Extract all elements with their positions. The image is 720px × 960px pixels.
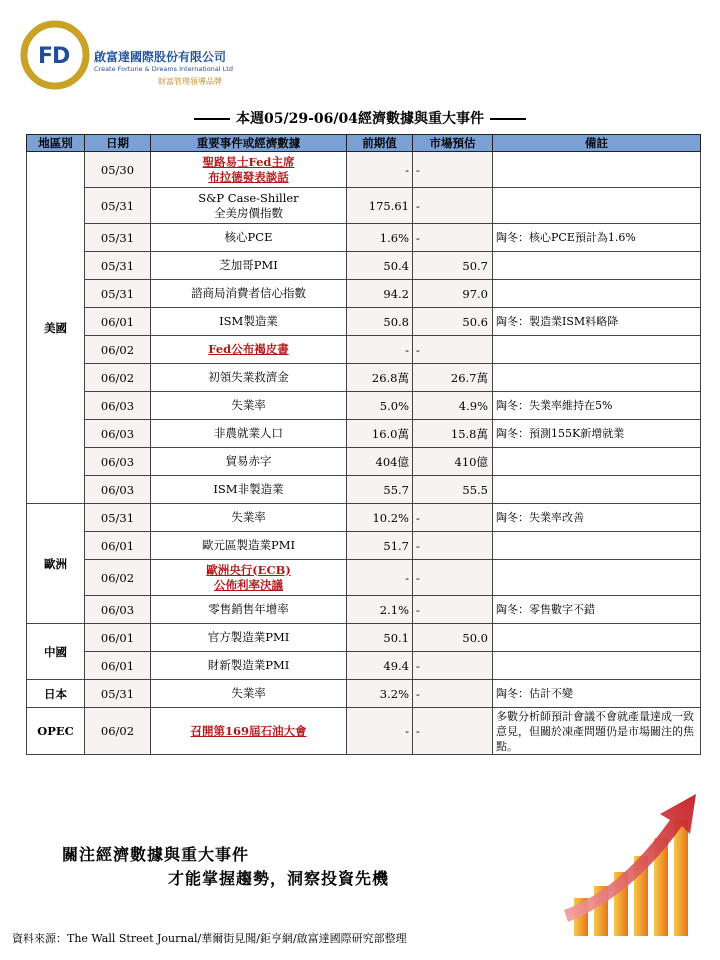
- event-cell: 失業率: [151, 392, 347, 420]
- previous-value-cell: 50.8: [347, 308, 413, 336]
- note-cell: 多數分析師預計會議不會就產量達成一致意見，但關於凍產問題仍是市場關注的焦點。: [493, 708, 701, 755]
- title-rule-left: [194, 118, 230, 120]
- previous-value-cell: -: [347, 708, 413, 755]
- forecast-cell: -: [413, 560, 493, 596]
- table-row: [27, 224, 701, 252]
- note-cell: [493, 560, 701, 596]
- previous-value-cell: 2.1%: [347, 596, 413, 624]
- header-previous: 前期值: [347, 135, 413, 152]
- forecast-cell: -: [413, 680, 493, 708]
- table-row: [27, 532, 701, 560]
- table-row: [27, 420, 701, 448]
- date-cell: 06/01: [85, 624, 151, 652]
- rising-bar-chart-illustration: [560, 790, 710, 940]
- event-cell: 官方製造業PMI: [151, 624, 347, 652]
- event-cell: 財新製造業PMI: [151, 652, 347, 680]
- header-forecast: 市場預估: [413, 135, 493, 152]
- forecast-cell: -: [413, 336, 493, 364]
- table-row: [27, 152, 701, 188]
- key-event-cell: 聖路易士Fed主席 布拉德發表談話: [151, 152, 347, 188]
- event-cell: 初領失業救濟金: [151, 364, 347, 392]
- note-cell: 陶冬：核心PCE預計為1.6%: [493, 224, 701, 252]
- previous-value-cell: 50.1: [347, 624, 413, 652]
- previous-value-cell: 49.4: [347, 652, 413, 680]
- region-cell: 美國: [27, 152, 85, 504]
- previous-value-cell: 175.61: [347, 188, 413, 224]
- page-title: [0, 108, 720, 128]
- previous-value-cell: 3.2%: [347, 680, 413, 708]
- table-row: [27, 596, 701, 624]
- footer-slogan-line2: 才能掌握趨勢，洞察投資先機: [168, 869, 390, 888]
- previous-value-cell: 26.8萬: [347, 364, 413, 392]
- table-row: [27, 252, 701, 280]
- event-cell: 失業率: [151, 504, 347, 532]
- forecast-cell: 97.0: [413, 280, 493, 308]
- event-cell: 歐元區製造業PMI: [151, 532, 347, 560]
- table-body: [27, 152, 701, 755]
- note-cell: [493, 280, 701, 308]
- table-row: [27, 708, 701, 755]
- note-cell: [493, 448, 701, 476]
- footer-slogan-line1: 關注經濟數據與重大事件: [62, 845, 250, 864]
- date-cell: 05/31: [85, 188, 151, 224]
- event-cell: 零售銷售年增率: [151, 596, 347, 624]
- forecast-cell: -: [413, 532, 493, 560]
- date-cell: 06/01: [85, 308, 151, 336]
- region-cell: 日本: [27, 680, 85, 708]
- company-logo: [18, 18, 268, 98]
- company-slogan: 財富管理領導品牌: [158, 77, 222, 86]
- key-event-cell: 召開第169屆石油大會: [151, 708, 347, 755]
- date-cell: 06/01: [85, 532, 151, 560]
- date-cell: 05/31: [85, 680, 151, 708]
- forecast-cell: 26.7萬: [413, 364, 493, 392]
- header-event: 重要事件或經濟數據: [151, 135, 347, 152]
- forecast-cell: 15.8萬: [413, 420, 493, 448]
- event-cell: 非農就業人口: [151, 420, 347, 448]
- date-cell: 06/01: [85, 652, 151, 680]
- company-name-cn: 啟富達國際股份有限公司: [94, 50, 227, 64]
- company-name-en: Create Fortune & Dreams International Ltd: [94, 65, 233, 73]
- previous-value-cell: 10.2%: [347, 504, 413, 532]
- previous-value-cell: 55.7: [347, 476, 413, 504]
- table-row: [27, 392, 701, 420]
- note-cell: [493, 336, 701, 364]
- note-cell: [493, 188, 701, 224]
- header-note: 備註: [493, 135, 701, 152]
- note-cell: [493, 476, 701, 504]
- date-cell: 06/02: [85, 336, 151, 364]
- table-row: [27, 560, 701, 596]
- date-cell: 06/03: [85, 392, 151, 420]
- date-cell: 06/03: [85, 596, 151, 624]
- note-cell: 陶冬：預測155K新增就業: [493, 420, 701, 448]
- event-cell: S&P Case-Shiller 全美房價指數: [151, 188, 347, 224]
- key-event-cell: Fed公布褐皮書: [151, 336, 347, 364]
- forecast-cell: -: [413, 596, 493, 624]
- previous-value-cell: 50.4: [347, 252, 413, 280]
- table-row: [27, 336, 701, 364]
- region-cell: OPEC: [27, 708, 85, 755]
- note-cell: 陶冬：失業率改善: [493, 504, 701, 532]
- date-cell: 06/03: [85, 476, 151, 504]
- table-row: [27, 280, 701, 308]
- date-cell: 06/03: [85, 448, 151, 476]
- table-row: [27, 308, 701, 336]
- table-header-row: [27, 135, 701, 152]
- forecast-cell: 50.7: [413, 252, 493, 280]
- date-cell: 06/02: [85, 708, 151, 755]
- region-cell: 歐洲: [27, 504, 85, 624]
- event-cell: ISM非製造業: [151, 476, 347, 504]
- table-row: [27, 624, 701, 652]
- header-date: 日期: [85, 135, 151, 152]
- previous-value-cell: 1.6%: [347, 224, 413, 252]
- forecast-cell: -: [413, 152, 493, 188]
- previous-value-cell: 16.0萬: [347, 420, 413, 448]
- forecast-cell: 410億: [413, 448, 493, 476]
- note-cell: [493, 532, 701, 560]
- date-cell: 05/31: [85, 504, 151, 532]
- key-event-cell: 歐洲央行(ECB) 公佈利率決議: [151, 560, 347, 596]
- previous-value-cell: 404億: [347, 448, 413, 476]
- forecast-cell: 4.9%: [413, 392, 493, 420]
- previous-value-cell: 5.0%: [347, 392, 413, 420]
- previous-value-cell: -: [347, 152, 413, 188]
- previous-value-cell: -: [347, 336, 413, 364]
- note-cell: [493, 152, 701, 188]
- previous-value-cell: 94.2: [347, 280, 413, 308]
- data-source-note: 資料來源：The Wall Street Journal/華爾街見聞/鉅亨網/啟富達國際研究部整理: [12, 932, 407, 945]
- note-cell: [493, 652, 701, 680]
- forecast-cell: -: [413, 224, 493, 252]
- region-cell: 中國: [27, 624, 85, 680]
- logo-mark: FD: [38, 44, 70, 69]
- events-table: [26, 134, 701, 755]
- forecast-cell: -: [413, 188, 493, 224]
- table-row: [27, 652, 701, 680]
- title-rule-right: [490, 118, 526, 120]
- date-cell: 05/31: [85, 252, 151, 280]
- date-cell: 05/31: [85, 280, 151, 308]
- date-cell: 05/31: [85, 224, 151, 252]
- page-title-text: 本週05/29-06/04經濟數據與重大事件: [236, 111, 484, 127]
- table-row: [27, 504, 701, 532]
- note-cell: [493, 624, 701, 652]
- note-cell: [493, 364, 701, 392]
- forecast-cell: -: [413, 504, 493, 532]
- note-cell: 陶冬：零售數字不錯: [493, 596, 701, 624]
- date-cell: 06/03: [85, 420, 151, 448]
- event-cell: 諮商局消費者信心指數: [151, 280, 347, 308]
- event-cell: 芝加哥PMI: [151, 252, 347, 280]
- date-cell: 06/02: [85, 560, 151, 596]
- note-cell: 陶冬：估計不變: [493, 680, 701, 708]
- date-cell: 06/02: [85, 364, 151, 392]
- event-cell: ISM製造業: [151, 308, 347, 336]
- table-row: [27, 680, 701, 708]
- forecast-cell: 50.0: [413, 624, 493, 652]
- header-region: 地區別: [27, 135, 85, 152]
- table-row: [27, 448, 701, 476]
- illustration-bar: [674, 820, 688, 936]
- table-row: [27, 188, 701, 224]
- forecast-cell: -: [413, 652, 493, 680]
- forecast-cell: 50.6: [413, 308, 493, 336]
- note-cell: 陶冬：製造業ISM料略降: [493, 308, 701, 336]
- event-cell: 核心PCE: [151, 224, 347, 252]
- date-cell: 05/30: [85, 152, 151, 188]
- previous-value-cell: 51.7: [347, 532, 413, 560]
- forecast-cell: -: [413, 708, 493, 755]
- forecast-cell: 55.5: [413, 476, 493, 504]
- table-row: [27, 364, 701, 392]
- event-cell: 失業率: [151, 680, 347, 708]
- previous-value-cell: -: [347, 560, 413, 596]
- event-cell: 貿易赤字: [151, 448, 347, 476]
- note-cell: 陶冬：失業率維持在5%: [493, 392, 701, 420]
- note-cell: [493, 252, 701, 280]
- table-row: [27, 476, 701, 504]
